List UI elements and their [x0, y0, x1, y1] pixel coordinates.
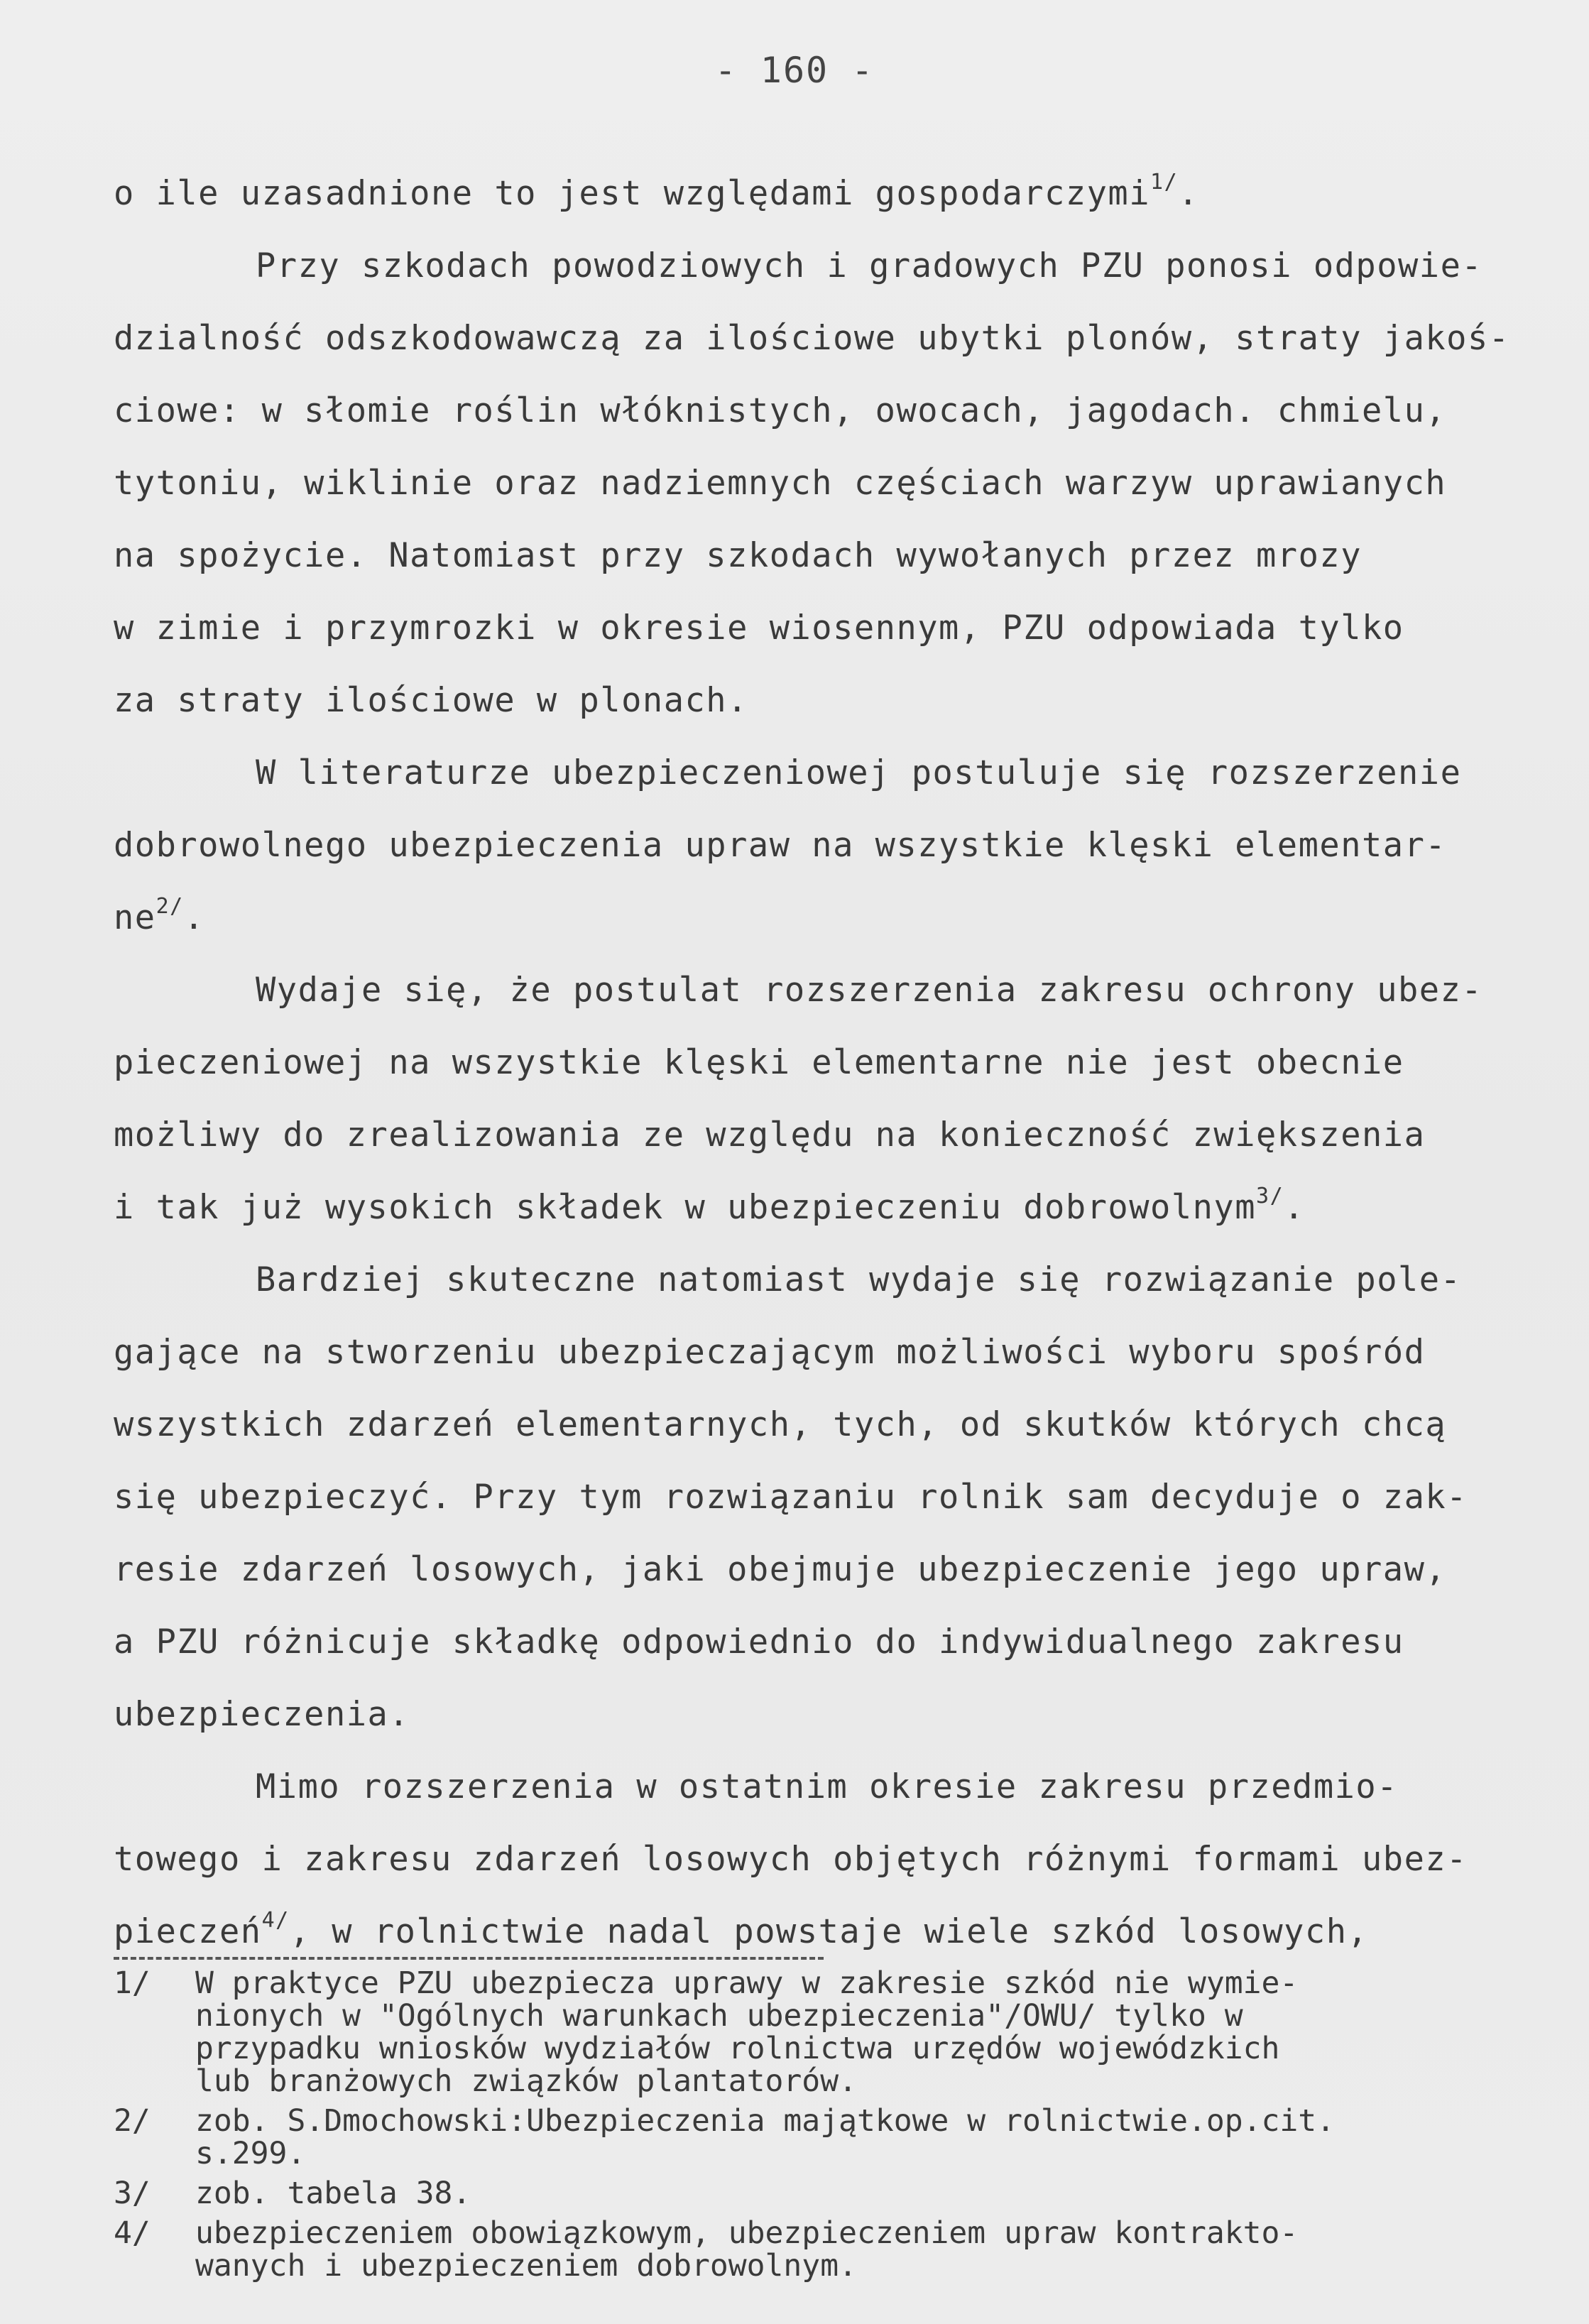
- text-line: [114, 158, 1505, 230]
- text-line: [114, 1534, 1505, 1606]
- text-line: [114, 447, 1505, 520]
- footnote-text: [195, 2217, 1534, 2282]
- line-text: tytoniu, wiklinie oraz nadziemnych częściach warzyw uprawianych: [114, 464, 1447, 503]
- text-line: [114, 230, 1505, 302]
- text-line: [114, 737, 1505, 809]
- line-text: pieczeń: [114, 1912, 262, 1951]
- line-text: Wydaje się, że postulat rozszerzenia zakresu ochrony ubez-: [256, 971, 1483, 1010]
- line-text: gające na stworzeniu ubezpieczającym możliwości wyboru spośród: [114, 1333, 1426, 1372]
- paragraph: [114, 230, 1510, 737]
- footnote-reference[interactable]: 3/: [1256, 1184, 1284, 1209]
- line-text: się ubezpieczyć. Przy tym rozwiązaniu rolnik sam decyduje o zak-: [114, 1478, 1468, 1517]
- line-text-after: , w rolnictwie nadal powstaje wiele szkód losowych,: [289, 1912, 1369, 1951]
- text-line: [114, 302, 1510, 375]
- footnote: [114, 2177, 1534, 2210]
- line-text: możliwy do zrealizowania ze względu na konieczność zwiększenia: [114, 1115, 1426, 1155]
- text-line: [114, 1389, 1505, 1461]
- text-line: [114, 1679, 1505, 1751]
- paragraph: [114, 158, 1505, 230]
- text-line: [114, 375, 1505, 447]
- footnote-number: 1/: [114, 1965, 151, 2001]
- line-text-after: .: [1284, 1188, 1305, 1227]
- footnote-line: nionych w "Ogólnych warunkach ubezpieczenia"/OWU/ tylko w: [195, 1998, 1243, 2034]
- line-text: o ile uzasadnione to jest względami gospodarczymi: [114, 174, 1151, 213]
- page-number: - 160 -: [714, 50, 875, 91]
- text-line: [114, 1606, 1505, 1679]
- footnote-reference[interactable]: 1/: [1150, 170, 1179, 195]
- footnote-text: [195, 2177, 1534, 2210]
- line-text: i tak już wysokich składek w ubezpieczeniu dobrowolnym: [114, 1188, 1257, 1227]
- footnote-number: 2/: [114, 2103, 151, 2139]
- line-text: towego i zakresu zdarzeń losowych objętych różnymi formami ubez-: [114, 1840, 1468, 1879]
- footnote-line: ubezpieczeniem obowiązkowym, ubezpieczeniem upraw kontrakto-: [195, 2215, 1299, 2251]
- footnote-line: zob. tabela 38.: [195, 2176, 471, 2211]
- footnote-line: W praktyce PZU ubezpiecza uprawy w zakresie szkód nie wymie-: [195, 1965, 1299, 2001]
- footnote-text: [195, 1967, 1534, 2097]
- line-text: ciowe: w słomie roślin włóknistych, owocach, jagodach. chmielu,: [114, 391, 1447, 430]
- footnote: [114, 2217, 1534, 2282]
- footnote-separator: [114, 1957, 824, 1960]
- line-text: dobrowolnego ubezpieczenia upraw na wszystkie klęski elementar-: [114, 826, 1447, 865]
- text-line: [114, 1751, 1505, 1823]
- line-text-after: .: [183, 898, 205, 937]
- text-line: [114, 592, 1505, 665]
- text-line: [114, 882, 1505, 954]
- paragraph: [114, 1244, 1505, 1751]
- text-line: [114, 1027, 1505, 1099]
- line-text-after: .: [1178, 174, 1199, 213]
- footnote-line: przypadku wniosków wydziałów rolnictwa urzędów wojewódzkich: [195, 2031, 1280, 2066]
- text-line: [114, 1316, 1505, 1389]
- text-line: [114, 1461, 1505, 1534]
- line-text: ubezpieczenia.: [114, 1695, 410, 1734]
- line-text: w zimie i przymrozki w okresie wiosennym, PZU odpowiada tylko: [114, 609, 1404, 648]
- footnote-line: zob. S.Dmochowski:Ubezpieczenia majątkowe w rolnictwie.op.cit.: [195, 2103, 1336, 2139]
- paragraph: [114, 737, 1505, 954]
- paragraph: [114, 1751, 1505, 1968]
- line-text: na spożycie. Natomiast przy szkodach wywołanych przez mrozy: [114, 536, 1362, 575]
- paragraph: [114, 954, 1505, 1244]
- footnote-number: 3/: [114, 2176, 151, 2211]
- text-line: [114, 520, 1505, 592]
- footnote: [114, 1967, 1534, 2097]
- text-line: [114, 809, 1505, 882]
- footnote-line: wanych i ubezpieczeniem dobrowolnym.: [195, 2248, 857, 2284]
- footnote-number: 4/: [114, 2215, 151, 2251]
- text-line: [114, 954, 1505, 1027]
- text-line: [114, 1823, 1505, 1896]
- footnote-reference[interactable]: 4/: [261, 1908, 290, 1933]
- footnote-text: [195, 2105, 1534, 2170]
- line-text: resie zdarzeń losowych, jaki obejmuje ubezpieczenie jego upraw,: [114, 1550, 1447, 1589]
- line-text: pieczeniowej na wszystkie klęski elementarne nie jest obecnie: [114, 1043, 1404, 1082]
- line-text: a PZU różnicuje składkę odpowiednio do indywidualnego zakresu: [114, 1622, 1404, 1662]
- text-line: [114, 1099, 1505, 1172]
- line-text: dzialność odszkodowawczą za ilościowe ubytki plonów, straty jakoś-: [114, 319, 1510, 358]
- footnote: [114, 2105, 1534, 2170]
- line-text: Bardziej skuteczne natomiast wydaje się rozwiązanie pole-: [256, 1260, 1462, 1299]
- body-text: [114, 158, 1510, 1968]
- footnote-line: lub branżowych związków plantatorów.: [195, 2063, 857, 2099]
- footnote-line: s.299.: [195, 2136, 306, 2171]
- footnote-reference[interactable]: 2/: [155, 894, 184, 919]
- text-line: [114, 665, 1505, 737]
- line-text: wszystkich zdarzeń elementarnych, tych, od skutków których chcą: [114, 1405, 1447, 1444]
- text-line: [114, 1244, 1505, 1316]
- line-text: W literaturze ubezpieczeniowej postuluje się rozszerzenie: [256, 753, 1462, 792]
- line-text: ne: [114, 898, 156, 937]
- footnotes: [114, 1967, 1534, 2282]
- line-text: Mimo rozszerzenia w ostatnim okresie zakresu przedmio-: [256, 1767, 1399, 1806]
- text-line: [114, 1172, 1505, 1244]
- line-text: Przy szkodach powodziowych i gradowych PZU ponosi odpowie-: [256, 246, 1483, 285]
- line-text: za straty ilościowe w plonach.: [114, 681, 748, 720]
